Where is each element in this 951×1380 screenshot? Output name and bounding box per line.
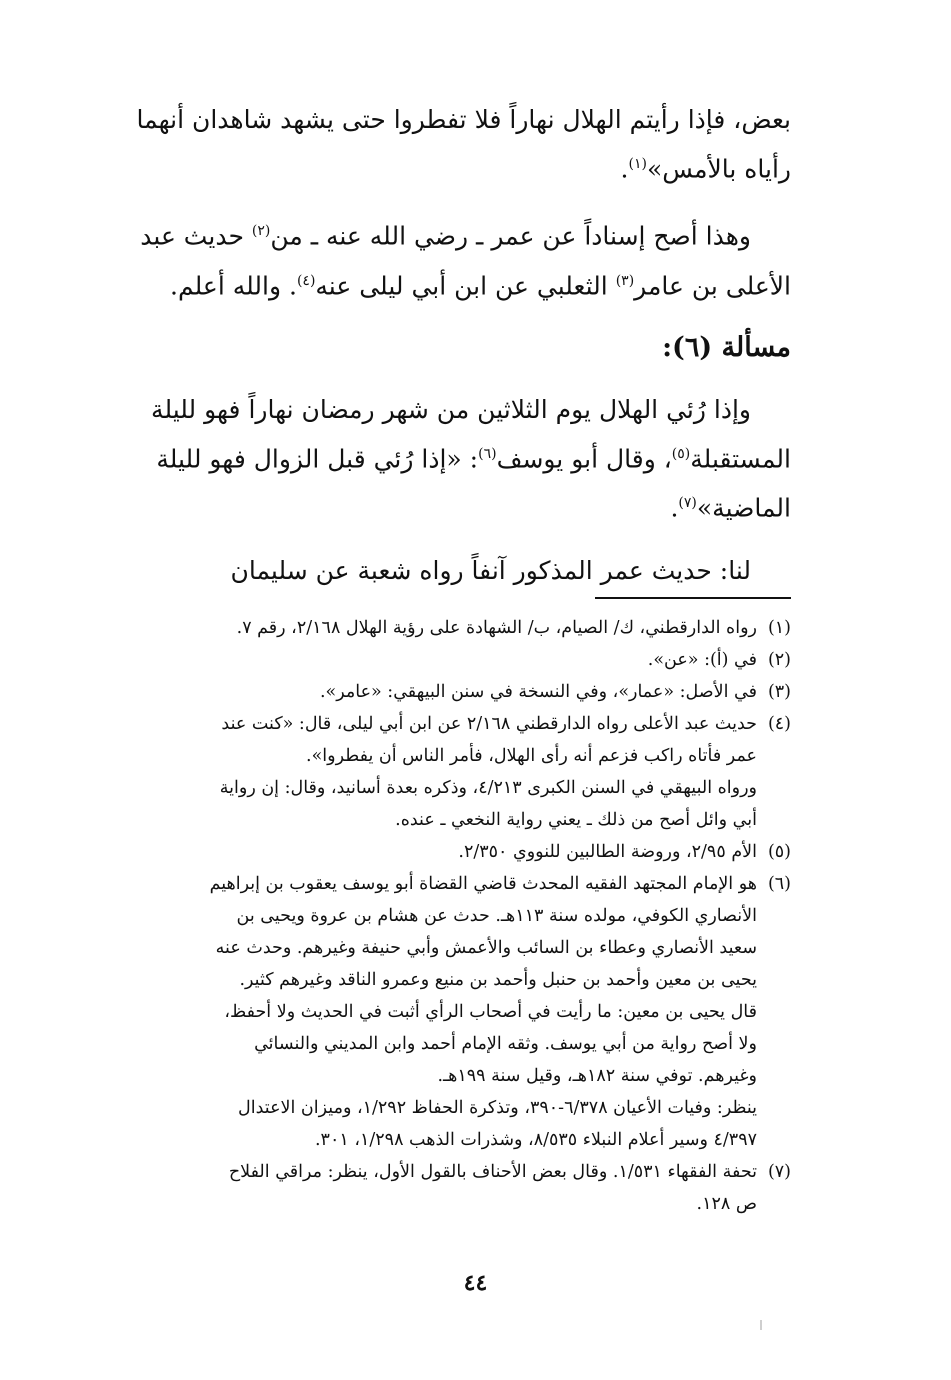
footnote-ref-4[interactable]: (٤) <box>296 272 316 289</box>
text-span: الماضية» <box>696 493 791 523</box>
footnote-ref-7[interactable]: (٧) <box>678 495 697 512</box>
text-line <box>98 142 791 191</box>
footnote-line: تحفة الفقهاء ١/٥٣١. وقال بعض الأحناف بالقول الأول، ينظر: مراقي الفلاح <box>228 1162 757 1182</box>
footnote-text <box>98 1156 757 1220</box>
text-line <box>98 481 791 530</box>
text-span: . والله أعلم. <box>170 270 297 300</box>
footnote-line: عمر فأتاه راكب فزعم أنه رأى الهلال، فأمر الناس أن يفطروا». <box>306 746 757 766</box>
paragraph-4 <box>98 549 791 593</box>
footnote-line: الأنصاري الكوفي، مولده سنة ١١٣هـ. حدث عن هشام بن عروة ويحيى بن <box>236 906 757 926</box>
footnote-item <box>98 708 791 836</box>
scan-mark <box>760 1320 762 1330</box>
text-line <box>98 209 791 258</box>
text-span: الأعلى بن عامر <box>634 270 791 300</box>
footnote-line: يحيى بن معين وأحمد بن حنبل وأحمد بن منيع وعمرو الناقد وغيرهم كثير. <box>239 970 757 990</box>
footnote-text <box>98 676 757 708</box>
footnote-ref-1[interactable]: (١) <box>628 156 647 172</box>
footnote-text <box>98 708 757 836</box>
footnote-text <box>98 836 757 868</box>
text-span: حديث عبد <box>140 221 244 251</box>
footnote-text <box>98 644 757 676</box>
text-line <box>98 259 791 308</box>
page-number: ٤٤ <box>463 1270 488 1296</box>
footnote-item <box>98 676 791 708</box>
footnote-line: هو الإمام المجتهد الفقيه المحدث قاضي القضاة أبو يوسف يعقوب بن إبراهيم <box>209 874 757 894</box>
paragraph-3 <box>98 388 791 531</box>
footnote-line: ولا أصح رواية من أبي يوسف. وثقه الإمام أحمد وابن المديني والنسائي <box>254 1034 757 1054</box>
footnote-number: (٣) <box>767 682 791 702</box>
footnote-line: حديث عبد الأعلى رواه الدارقطني ٢/١٦٨ عن ابن أبي ليلى، قال: «كنت عند <box>221 714 757 734</box>
footnotes-section <box>98 612 791 1220</box>
footnote-number: (٦) <box>767 874 791 894</box>
footnote-item <box>98 1156 791 1220</box>
text-span: المستقبلة <box>690 444 791 474</box>
footnote-ref-3[interactable]: (٣) <box>615 272 635 289</box>
main-text <box>98 98 791 593</box>
text-span: ، وقال أبو يوسف <box>496 444 672 474</box>
footnote-number: (١) <box>767 618 791 638</box>
footnote-number: (٥) <box>767 842 791 862</box>
text-line <box>98 432 791 481</box>
footnote-item <box>98 836 791 868</box>
footnote-text <box>98 868 757 1156</box>
footnote-line: الأم ٢/٩٥، وروضة الطالبين للنووي ٢/٣٥٠. <box>458 842 757 862</box>
footnote-line: سعيد الأنصاري وعطاء بن السائب والأعمش وأبي حنيفة وغيرهم. وحدث عنه <box>215 938 757 958</box>
paragraph-1 <box>98 98 791 191</box>
text-span: . <box>620 154 629 184</box>
footnote-number: (٤) <box>767 714 791 734</box>
footnote-line: ورواه البيهقي في السنن الكبرى ٤/٢١٣، وذكره بعدة أسانيد، وقال: إن رواية <box>219 778 757 798</box>
footnote-line: وغيرهم. توفي سنة ١٨٢هـ، وقيل سنة ١٩٩هـ. <box>437 1066 757 1086</box>
footnote-line: قال يحيى بن معين: ما رأيت في أصحاب الرأي أثبت في الحديث ولا أحفظ، <box>224 1002 757 1022</box>
text-line: بعض، فإذا رأيتم الهلال نهاراً فلا تفطروا حتى يشهد شاهدان أنهما <box>136 105 791 134</box>
text-span: : «إذا رُئي قبل الزوال فهو لليلة <box>156 444 479 474</box>
text-span: رأياه بالأمس» <box>646 154 791 184</box>
footnote-line: أبي وائل أصح من ذلك ـ يعني رواية النخعي ـ عنده. <box>395 810 757 830</box>
text-span: . <box>670 493 679 523</box>
text-span: وهذا أصح إسناداً عن عمر ـ رضي الله عنه ـ من <box>270 221 751 251</box>
footnote-line: رواه الدارقطني، ك/ الصيام، ب/ الشهادة على رؤية الهلال ٢/١٦٨، رقم ٧. <box>236 618 757 638</box>
footnote-number: (٧) <box>767 1162 791 1182</box>
footnote-item <box>98 868 791 1156</box>
footnote-line: ينظر: وفيات الأعيان ٦/٣٧٨-٣٩٠، وتذكرة الحفاظ ١/٢٩٢، وميزان الاعتدال <box>238 1098 757 1118</box>
text-span: الثعلبي عن ابن أبي ليلى عنه <box>315 270 608 300</box>
footnote-text <box>98 612 757 644</box>
masala-heading: مسألة (٦): <box>662 331 791 363</box>
footnote-number: (٢) <box>767 650 791 670</box>
footnote-line: ٤/٣٩٧ وسير أعلام النبلاء ٨/٥٣٥، وشذرات الذهب ١/٢٩٨، ٣٠١. <box>314 1130 757 1150</box>
footnote-item <box>98 644 791 676</box>
footnote-line: ص ١٢٨. <box>696 1194 757 1214</box>
text-line: لنا: حديث عمر المذكور آنفاً رواه شعبة عن سليمان <box>230 555 751 585</box>
text-line: وإذا رُئي الهلال يوم الثلاثين من شهر رمضان نهاراً فهو لليلة <box>151 394 751 424</box>
paragraph-2 <box>98 209 791 308</box>
footnote-separator <box>595 597 791 599</box>
footnote-line: في (أ): «عن». <box>647 650 757 670</box>
footnote-line: في الأصل: «عمار»، وفي النسخة في سنن البيهقي: «عامر». <box>319 682 757 702</box>
footnote-ref-2[interactable]: (٢) <box>251 223 271 240</box>
footnote-ref-5[interactable]: (٥) <box>671 445 691 462</box>
footnote-ref-6[interactable]: (٦) <box>478 445 497 462</box>
footnote-item <box>98 612 791 644</box>
